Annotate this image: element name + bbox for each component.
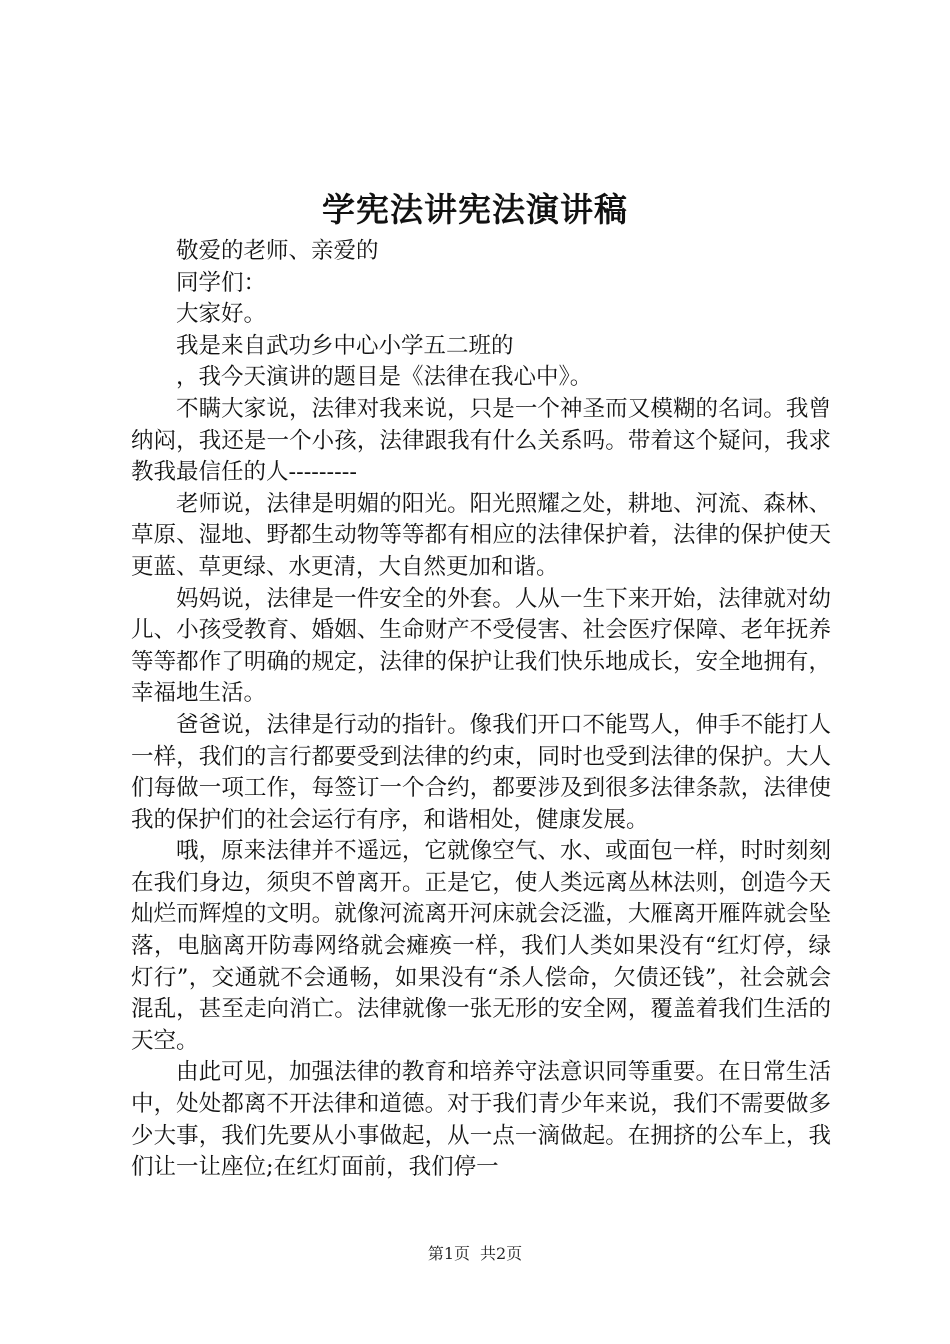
page-footer: [0, 1243, 950, 1265]
paragraph-greeting-1: 敬爱的老师、亲爱的: [176, 238, 379, 264]
paragraph-body: 哦，原来法律并不遥远，它就像空气、水、或面包一样，时时刻刻在我们身边，须臾不曾离开。正是它，使人类远离丛林法则，创造今天灿烂而辉煌的文明。就像河流离开河床就会泛滥，大雁离开雁阵就会坠落，电脑离开防毒网络就会瘫痪一样，我们人类如果没有“红灯停，绿灯行”，交通就不会通畅，如果没有“杀人偿命，欠债还钱”，社会就会混乱，甚至走向消亡。法律就像一张无形的安全网，覆盖着我们生活的天空。: [131, 838, 831, 1054]
paragraph-body: 妈妈说，法律是一件安全的外套。人从一生下来开始，法律就对幼儿、小孩受教育、婚姻、生命财产不受侵害、社会医疗保障、老年抚养等等都作了明确的规定，法律的保护让我们快乐地成长，安全地拥有，幸福地生活。: [131, 585, 831, 707]
paragraph-body: 老师说，法律是明媚的阳光。阳光照耀之处，耕地、河流、森林、草原、湿地、野都生动物等等都有相应的法律保护着，法律的保护使天更蓝、草更绿、水更清，大自然更加和谐。: [131, 490, 831, 580]
paragraph-greeting-2: 同学们：: [176, 269, 267, 296]
document-body: [131, 236, 831, 1184]
paragraph-intro-1: 我是来自武功乡中心小学五二班的: [176, 332, 514, 359]
page-number-total: 共2页: [480, 1244, 523, 1263]
paragraph-body: 由此可见，加强法律的教育和培养守法意识同等重要。在日常生活中，处处都离不开法律和道德。对于我们青少年来说，我们不需要做多少大事，我们先要从小事做起，从一点一滴做起。在拥挤的公车上，我们让一让座位;在红灯面前，我们停一: [131, 1059, 831, 1181]
paragraph-body: 不瞒大家说，法律对我来说，只是一个神圣而又模糊的名词。我曾纳闷，我还是一个小孩，法律跟我有什么关系吗。带着这个疑问，我求教我最信任的人---------: [131, 395, 831, 486]
paragraph-intro-2: ，我今天演讲的题目是《法律在我心中》。: [176, 364, 593, 391]
paragraph-hello: 大家好。: [176, 301, 267, 328]
document-title: 学宪法讲宪法演讲稿: [322, 190, 628, 229]
paragraph-body: 爸爸说，法律是行动的指针。像我们开口不能骂人，伸手不能打人一样，我们的言行都要受到法律的约束，同时也受到法律的保护。大人们每做一项工作，每签订一个合约，都要涉及到很多法律条款，法律使我的保护们的社会运行有序，和谐相处，健康发展。: [131, 711, 831, 833]
page-number-current: 第1页: [427, 1244, 470, 1263]
